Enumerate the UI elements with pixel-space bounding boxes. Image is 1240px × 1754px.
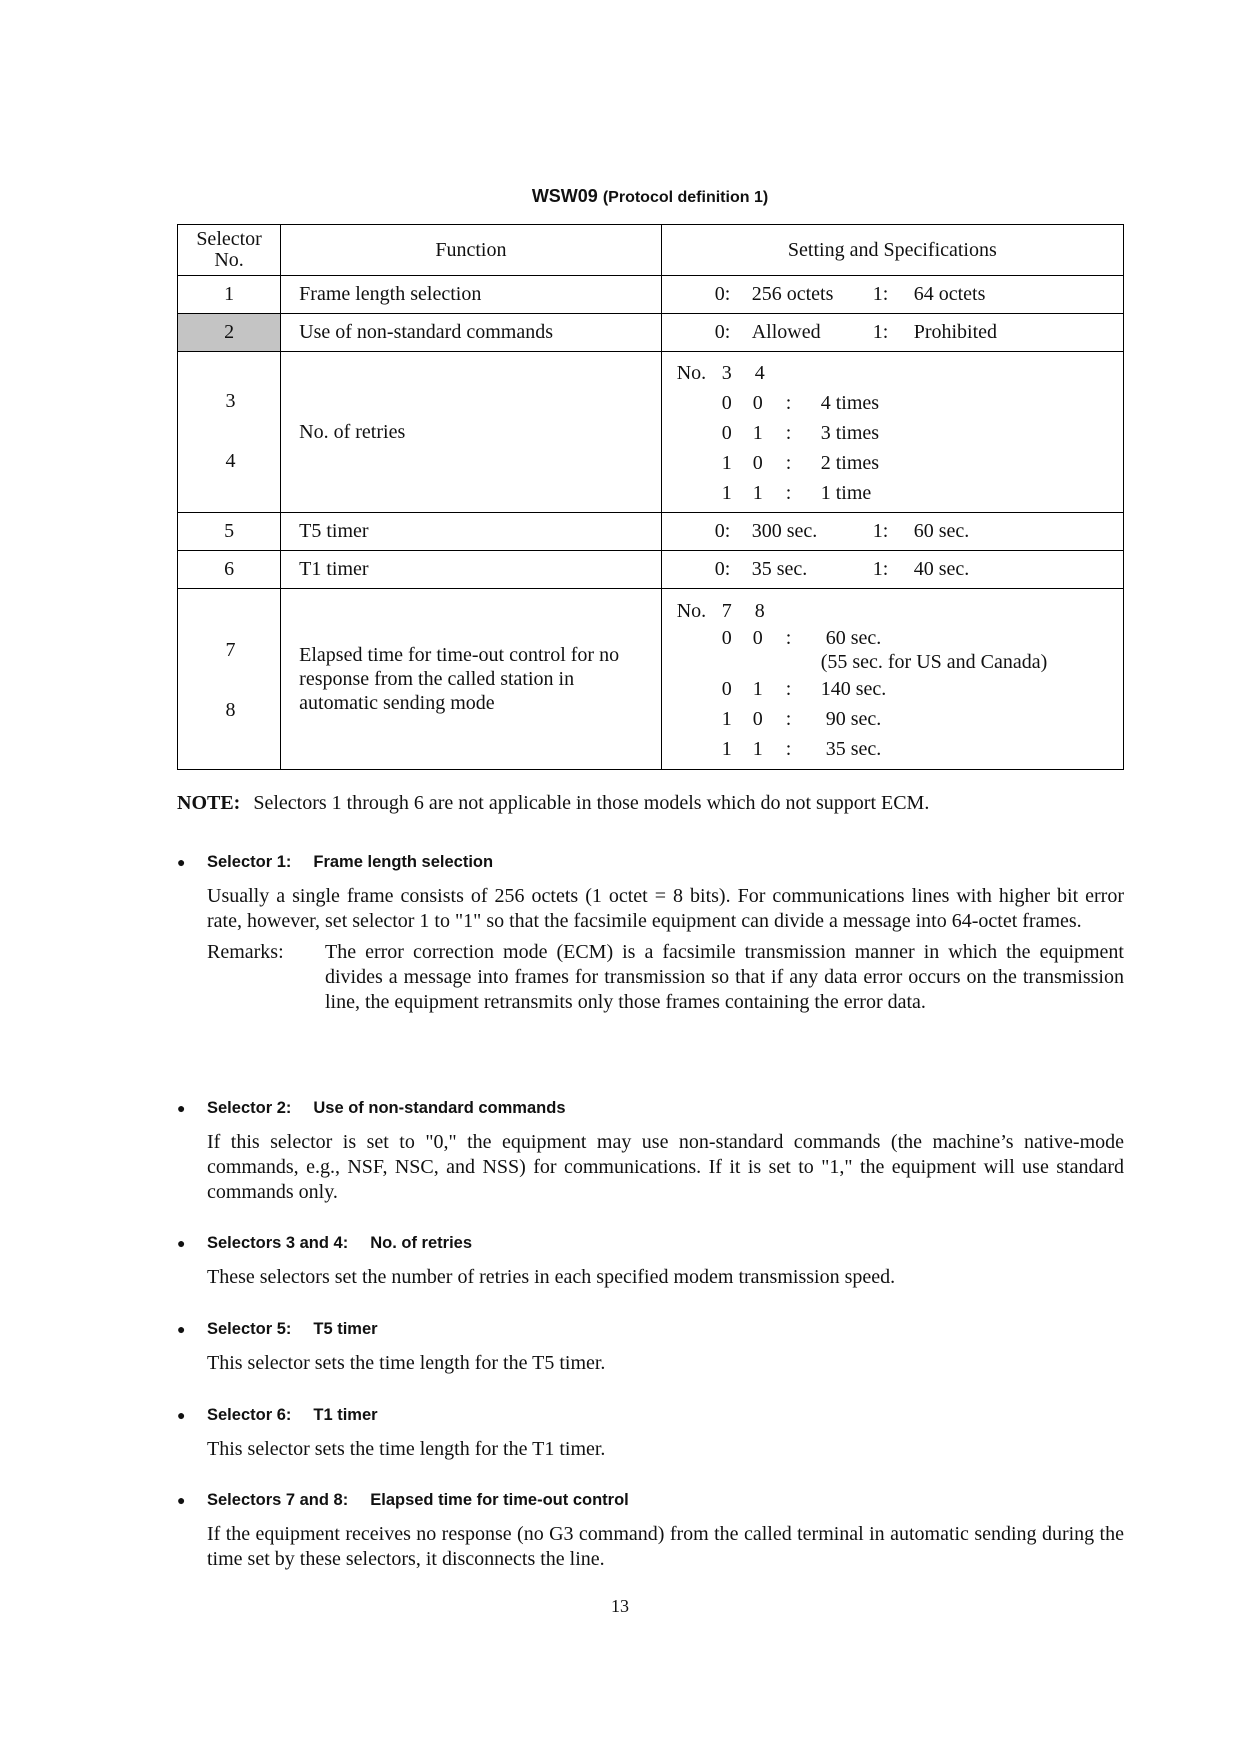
section-selector-7-8 (177, 1488, 1124, 1572)
remarks-text: The error correction mode (ECM) is a facsimile transmission manner in which the equipment divides a message into frames for transmission so that if any data error occurs on the transmission line, the equipment retransmits only those frames containing the error data. (325, 941, 1124, 1013)
section-selector-1 (177, 850, 1124, 1015)
grid-bit-b: 1 (752, 421, 763, 444)
grid-bit-b: 0 (752, 451, 763, 474)
grid-value: 2 times (820, 451, 880, 474)
setting-cell (661, 314, 1123, 352)
selector-no-b: 4 (225, 450, 236, 472)
grid-bit-a: 0 (721, 677, 732, 700)
header-setting: Setting and Specifications (661, 225, 1123, 276)
grid-row (662, 734, 1123, 764)
function-cell: Frame length selection (281, 276, 662, 314)
bullet-icon: ● (177, 1235, 186, 1251)
section-label: Selector 2: (207, 1098, 292, 1117)
note (177, 792, 929, 815)
function-cell: T1 timer (281, 551, 662, 589)
grid-bit-a: 1 (721, 451, 732, 474)
section-label: Selector 5: (207, 1319, 292, 1338)
setting-val-1: 60 sec. (913, 520, 970, 542)
setting-key-0: 0: (714, 520, 731, 542)
table-row (178, 589, 1124, 770)
header-function: Function (281, 225, 662, 276)
setting-key-1: 1: (872, 321, 889, 343)
table-row (178, 352, 1124, 513)
section-text: This selector sets the time length for the T5 timer. (207, 1352, 606, 1374)
selector-no-a: 7 (225, 639, 236, 661)
remarks-label: Remarks: (207, 941, 284, 963)
section-label: Selectors 3 and 4: (207, 1233, 349, 1252)
grid-colon: : (785, 451, 792, 474)
section-title: Use of non-standard commands (313, 1098, 566, 1117)
grid-bit-a: 1 (721, 737, 732, 760)
setting-val-1: Prohibited (913, 321, 998, 343)
grid-bit-b: 1 (752, 481, 763, 504)
section-text: If the equipment receives no response (no G3 command) from the called terminal in automatic sending during the time set by these selectors, it disconnects the line. (207, 1523, 1124, 1570)
grid-value: 3 times (820, 421, 880, 444)
grid-value: 4 times (820, 391, 880, 414)
setting-val-1: 40 sec. (913, 558, 970, 580)
section-text: These selectors set the number of retries in each specified modem transmission speed. (207, 1266, 896, 1288)
setting-key-0: 0: (714, 321, 731, 343)
table-row (178, 551, 1124, 589)
grid-row (662, 704, 1123, 734)
grid-bit-b: 1 (752, 677, 763, 700)
grid-value: 140 sec. (820, 677, 887, 700)
grid-header (662, 596, 1123, 626)
grid-row-note (662, 650, 1123, 674)
grid-colon: : (785, 391, 792, 414)
grid-col-a: 3 (721, 361, 732, 384)
bullet-icon: ● (177, 1407, 186, 1423)
grid-colon: : (785, 421, 792, 444)
grid-value: 1 time (820, 481, 872, 504)
bullet-icon: ● (177, 1100, 186, 1116)
setting-cell (661, 276, 1123, 314)
grid-colon: : (785, 677, 792, 700)
page-number: 13 (611, 1596, 629, 1616)
setting-val-0: Allowed (751, 321, 821, 343)
section-title: Elapsed time for time-out control (370, 1490, 629, 1509)
note-text: Selectors 1 through 6 are not applicable in those models which do not support ECM. (253, 792, 930, 814)
grid-header (662, 358, 1123, 388)
grid-bit-a: 0 (721, 391, 732, 414)
selector-no (178, 589, 281, 770)
title-main: WSW09 (531, 186, 598, 206)
grid-bit-a: 1 (721, 481, 732, 504)
section-label: Selectors 7 and 8: (207, 1490, 349, 1509)
grid-col-b: 8 (754, 599, 765, 622)
grid-col-b: 4 (754, 361, 765, 384)
setting-key-1: 1: (872, 520, 889, 542)
function-cell: No. of retries (281, 352, 662, 513)
table-title (0, 186, 1240, 207)
setting-key-1: 1: (872, 283, 889, 305)
selector-no: 1 (178, 276, 281, 314)
setting-cell (661, 352, 1123, 513)
setting-key-0: 0: (714, 283, 731, 305)
table-header-row (178, 225, 1124, 276)
bullet-icon: ● (177, 1492, 186, 1508)
bullet-icon: ● (177, 1321, 186, 1337)
grid-row (662, 418, 1123, 448)
bullet-icon: ● (177, 854, 186, 870)
grid-no-label: No. (676, 599, 707, 622)
selector-no: 6 (178, 551, 281, 589)
setting-cell (661, 551, 1123, 589)
section-title: No. of retries (370, 1233, 473, 1252)
grid-colon: : (785, 737, 792, 760)
selector-no: 2 (178, 314, 281, 352)
grid-col-a: 7 (721, 599, 732, 622)
selector-no: 5 (178, 513, 281, 551)
table-row (178, 276, 1124, 314)
setting-key-0: 0: (714, 558, 731, 580)
setting-val-0: 35 sec. (751, 558, 808, 580)
grid-bit-a: 0 (721, 421, 732, 444)
function-cell: T5 timer (281, 513, 662, 551)
grid-bit-b: 0 (752, 707, 763, 730)
grid-bit-a: 0 (721, 626, 732, 649)
grid-row (662, 478, 1123, 508)
section-text: If this selector is set to "0," the equipment may use non-standard commands (the machine’s native-mode commands, e.g., NSF, NSC, and NSS) for communications. If it is set to "1," the equipment will use standard commands only. (207, 1131, 1124, 1203)
grid-row (662, 388, 1123, 418)
grid-bit-b: 0 (752, 391, 763, 414)
grid-colon: : (785, 626, 792, 649)
grid-bit-b: 1 (752, 737, 763, 760)
grid-colon: : (785, 481, 792, 504)
grid-row (662, 448, 1123, 478)
table-row (178, 314, 1124, 352)
section-selector-2 (177, 1096, 1124, 1205)
function-cell: Use of non-standard commands (281, 314, 662, 352)
section-title: T5 timer (313, 1319, 378, 1338)
section-label: Selector 1: (207, 852, 292, 871)
grid-row (662, 626, 1123, 650)
setting-val-0: 256 octets (751, 283, 834, 305)
grid-no-label: No. (676, 361, 707, 384)
section-text: This selector sets the time length for the T1 timer. (207, 1438, 606, 1460)
section-selector-5 (177, 1317, 1124, 1376)
grid-value: 35 sec. (825, 737, 882, 760)
section-text: Usually a single frame consists of 256 octets (1 octet = 8 bits). For communications lines with higher bit error rate, however, set selector 1 to "1" so that the facsimile equipment can divide a message into 64-octet frames. (207, 885, 1124, 932)
note-label: NOTE: (177, 792, 241, 814)
grid-value: 90 sec. (825, 707, 882, 730)
function-cell: Elapsed time for time-out control for no response from the called station in automatic sending mode (281, 589, 662, 770)
grid-bit-b: 0 (752, 626, 763, 649)
section-title: Frame length selection (313, 852, 494, 871)
section-selector-6 (177, 1403, 1124, 1462)
remarks (207, 940, 1124, 1015)
grid-bit-a: 1 (721, 707, 732, 730)
grid-value-note: (55 sec. for US and Canada) (820, 650, 1048, 673)
grid-value: 60 sec. (825, 626, 882, 649)
table-row (178, 513, 1124, 551)
grid-row (662, 674, 1123, 704)
title-sub: (Protocol definition 1) (602, 189, 769, 206)
selector-no (178, 352, 281, 513)
setting-val-0: 300 sec. (751, 520, 818, 542)
header-selector-no: Selector No. (178, 225, 281, 276)
section-title: T1 timer (313, 1405, 378, 1424)
selector-table (177, 224, 1124, 770)
grid-colon: : (785, 707, 792, 730)
section-label: Selector 6: (207, 1405, 292, 1424)
selector-no-b: 8 (225, 699, 236, 721)
setting-cell (661, 513, 1123, 551)
section-selector-3-4 (177, 1231, 1124, 1290)
setting-key-1: 1: (872, 558, 889, 580)
selector-no-a: 3 (225, 390, 236, 412)
setting-cell (661, 589, 1123, 770)
setting-val-1: 64 octets (913, 283, 986, 305)
